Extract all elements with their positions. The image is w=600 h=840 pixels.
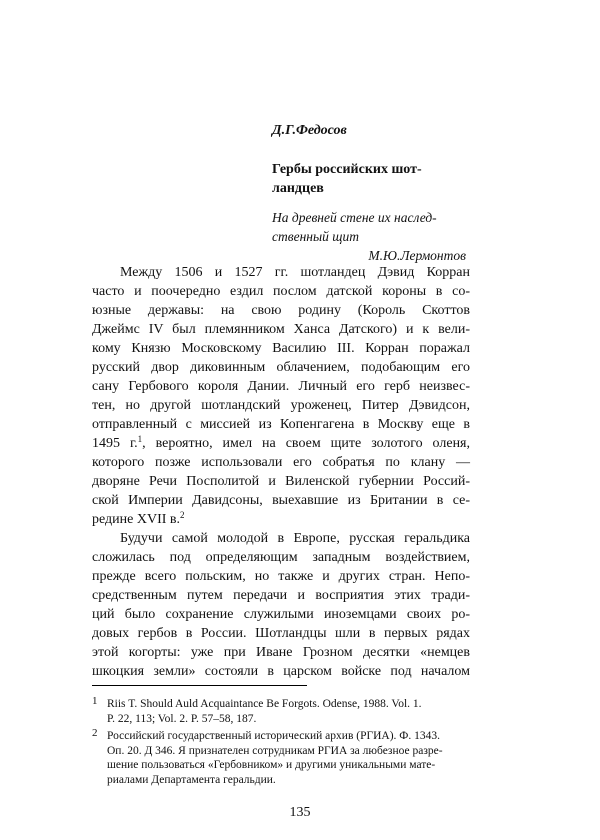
footnote-marker[interactable]: 1 xyxy=(137,434,143,444)
body-line: сложилась под определяющим западным воздействием, xyxy=(92,550,470,565)
epigraph-line: На древней стене их наслед- xyxy=(272,210,437,225)
body-line: Между 1506 и 1527 гг. шотландец Дэвид Корран xyxy=(120,265,470,280)
body-line: довых гербов в России. Шотландцы шли в первых рядах xyxy=(92,626,470,641)
footnote-line xyxy=(92,726,470,744)
body-line: ской Империи Давидсоны, выехавшие из Британии в се- xyxy=(92,493,470,508)
body-line xyxy=(92,434,470,453)
epigraph-line: ственный щит xyxy=(272,229,359,244)
footnote-number: 1 xyxy=(92,695,98,707)
epigraph-attribution: М.Ю.Лермонтов xyxy=(368,248,466,263)
footnote xyxy=(92,726,470,787)
body-line: ций было сохранение служилыми иноземцами своих ро- xyxy=(92,607,470,622)
title-line: Гербы российских шот- xyxy=(272,162,422,177)
footnote-line xyxy=(92,694,470,712)
body-line: прежде всего польским, но также и других стран. Непо- xyxy=(92,569,470,584)
body-line-start: редине XVII в. xyxy=(92,512,181,527)
body-line: дворяне Речи Посполитой и Виленской губернии Россий- xyxy=(92,474,470,489)
footnote xyxy=(92,694,470,726)
article-title xyxy=(272,160,472,198)
body-line: шкоцкия земли» состояли в царском войске под началом xyxy=(92,664,470,679)
footnote-line: P. 22, 113; Vol. 2. P. 57–58, 187. xyxy=(107,712,257,725)
body-line: сану Гербового короля Дании. Личный его герб неизвес- xyxy=(92,379,470,394)
body-line: этой когорты: уже при Иване Грозном десятки «немцев xyxy=(92,645,470,660)
body-line: тен, но другой шотландский уроженец, Питер Дэвидсон, xyxy=(92,398,470,413)
footnote-text: Российский государственный исторический архив (РГИА). Ф. 1343. xyxy=(107,730,441,742)
body-line: русский двор диковинным облачением, подобающим его xyxy=(92,360,470,375)
body-line: отправленный с миссией из Копенгагена в Москву еще в xyxy=(92,417,470,432)
footnote-line: Оп. 20. Д 346. Я признателен сотрудникам РГИА за любезное разре- xyxy=(107,744,443,757)
body-line: юзные державы: на свою родину (Король Скоттов xyxy=(92,303,470,318)
footnote-text: Riis T. Should Auld Acquaintance Be Forgots. Odense, 1988. Vol. 1. xyxy=(107,698,422,710)
body-line: Джеймс IV был племянником Ханса Датского) и к вели- xyxy=(92,322,470,337)
body-line: Будучи самой молодой в Европе, русская геральдика xyxy=(120,531,470,546)
body-line xyxy=(92,510,470,529)
body-line: часто и поочередно ездил послом датской короны в со- xyxy=(92,284,470,299)
epigraph xyxy=(272,208,472,265)
body-text xyxy=(92,263,470,681)
footnote-line: риалами Департамента геральдии. xyxy=(107,773,276,786)
body-line-start: 1495 г. xyxy=(92,436,138,451)
footnote-marker[interactable]: 2 xyxy=(180,510,185,520)
body-line-end: , вероятно, имел на своем щите золотого оленя, xyxy=(142,436,470,451)
footnote-line: шение пользоваться «Гербовником» и другими уникальными мате- xyxy=(107,759,436,771)
page-number: 135 xyxy=(289,805,311,820)
body-line: кому Князю Московскому Василию III. Корран поражал xyxy=(92,341,470,356)
author-name: Д.Г.Федосов xyxy=(272,123,347,138)
footnote-number: 2 xyxy=(92,727,98,739)
footnote-divider xyxy=(92,685,307,686)
body-line: которого позже использовали его собратья по клану — xyxy=(92,455,470,470)
title-line: ландцев xyxy=(272,181,324,196)
body-line: средственным путем передачи и восприятия этих тради- xyxy=(92,588,470,603)
